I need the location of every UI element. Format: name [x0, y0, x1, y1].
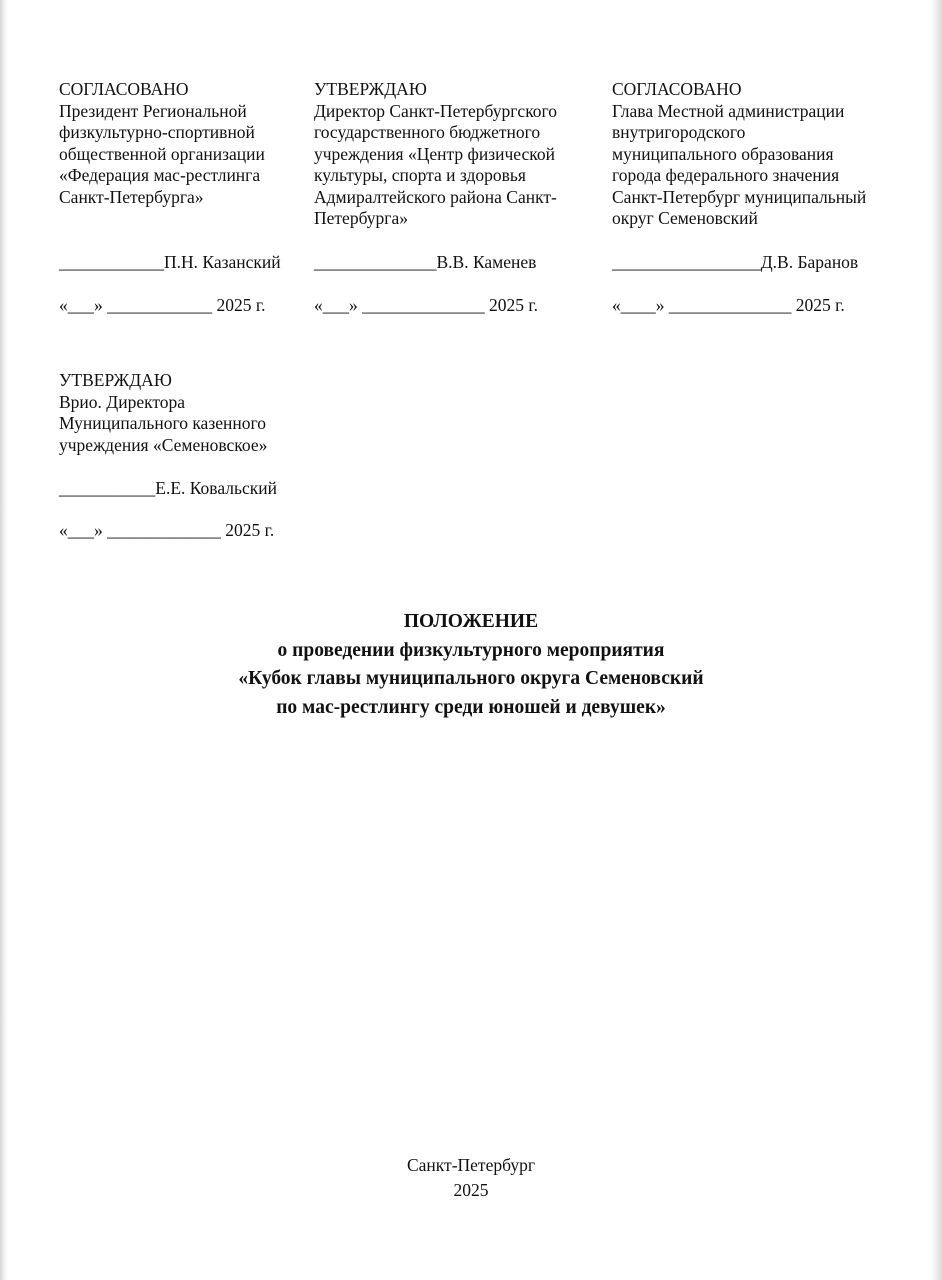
approval-text-line: общественной организации — [59, 143, 265, 164]
footer-year: 2025 — [453, 1180, 489, 1200]
approval-text-line: Петербурга» — [314, 208, 409, 228]
approval-block-administration — [612, 79, 912, 319]
approval-text-line: Директор Санкт-Петербургского — [314, 100, 558, 121]
approval-heading: СОГЛАСОВАНО — [59, 79, 189, 99]
approval-text-line: «Федерация мас-рестлинга — [59, 165, 261, 185]
approval-text-line: Муниципального казенного — [59, 413, 266, 433]
approval-text-line: физкультурно-спортивной — [59, 122, 255, 142]
approval-block-center — [314, 79, 599, 319]
approval-text-line: Врио. Директора — [59, 391, 186, 412]
date-line: «___» _____________ 2025 г. — [59, 520, 275, 540]
approval-text-line: Адмиралтейского района Санкт- — [314, 186, 557, 207]
signature-line: ______________В.В. Каменев — [314, 252, 537, 272]
signature-line: _________________Д.В. Баранов — [612, 252, 859, 272]
document-title-subtitle: о проведении физкультурного мероприятия — [277, 639, 665, 661]
approval-text-line: округ Семеновский — [612, 208, 758, 228]
approval-heading: УТВЕРЖДАЮ — [59, 370, 172, 390]
date-line: «___» ______________ 2025 г. — [314, 295, 538, 315]
approval-block-federation — [59, 79, 304, 319]
document-title-heading: ПОЛОЖЕНИЕ — [403, 611, 539, 632]
approval-block-semenovskoe — [59, 370, 319, 550]
approval-text-line: внутригородского — [612, 122, 746, 142]
signature-line: ___________Е.Е. Ковальский — [59, 478, 277, 498]
document-title-event-cont: по мас-рестлингу среди юношей и девушек» — [276, 696, 666, 718]
approval-text-line: муниципального образования — [612, 143, 834, 164]
date-line: «____» ______________ 2025 г. — [612, 295, 845, 315]
approval-text-line: Глава Местной администрации — [612, 100, 845, 121]
approval-text-line: учреждения «Семеновское» — [59, 434, 268, 455]
approval-text-line: Президент Региональной — [59, 100, 247, 121]
signature-line: ____________П.Н. Казанский — [59, 252, 281, 272]
approval-heading: СОГЛАСОВАНО — [612, 79, 742, 99]
approval-text-line: учреждения «Центр физической — [314, 143, 555, 164]
approval-heading: УТВЕРЖДАЮ — [314, 79, 427, 99]
date-line: «___» ____________ 2025 г. — [59, 295, 266, 315]
approval-text-line: культуры, спорта и здоровья — [314, 165, 526, 185]
approval-text-line: государственного бюджетного — [314, 122, 541, 142]
document-footer — [0, 1153, 942, 1203]
approval-text-line: Санкт-Петербург муниципальный — [612, 186, 867, 207]
footer-city: Санкт-Петербург — [406, 1155, 536, 1175]
document-title — [0, 608, 942, 722]
approval-text-line: Санкт-Петербурга» — [59, 186, 204, 207]
document-title-event: «Кубок главы муниципального округа Семеновский — [238, 668, 704, 689]
approval-text-line: города федерального значения — [612, 165, 840, 185]
